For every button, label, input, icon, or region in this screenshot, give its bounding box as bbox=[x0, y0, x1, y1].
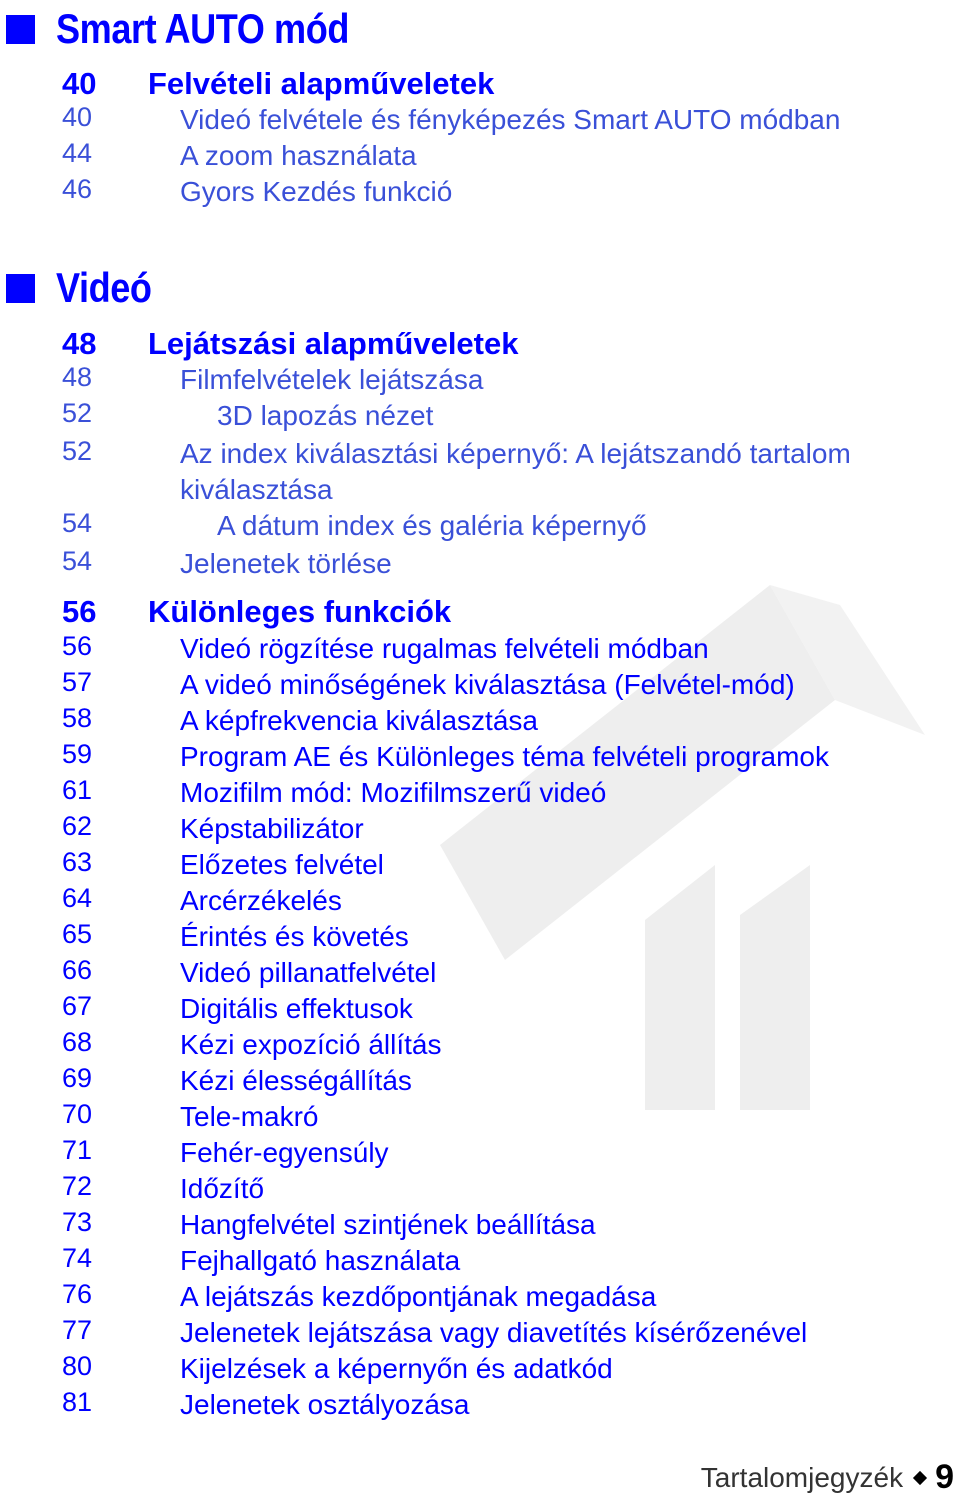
section-title: Videó bbox=[56, 264, 152, 311]
page-number-footer: 9 bbox=[935, 1458, 954, 1496]
page-number: 68 bbox=[62, 1027, 93, 1057]
section-bullet-icon bbox=[6, 15, 35, 44]
section-title: Smart AUTO mód bbox=[56, 5, 350, 52]
page-number: 74 bbox=[62, 1243, 93, 1273]
entry-title: Az index kiválasztási képernyő: A lejátszandó tartalom bbox=[180, 438, 851, 469]
entry-title: Időzítő bbox=[180, 1173, 265, 1204]
entry-title: A zoom használata bbox=[180, 140, 417, 171]
page-number: 57 bbox=[62, 667, 93, 697]
entry-title: Érintés és követés bbox=[180, 921, 409, 952]
entry-title: Kijelzések a képernyőn és adatkód bbox=[180, 1353, 613, 1384]
section-bullet-icon bbox=[6, 274, 35, 303]
entry-title: Hangfelvétel szintjének beállítása bbox=[180, 1209, 596, 1240]
page-number: 40 bbox=[62, 102, 93, 132]
page-number: 81 bbox=[62, 1387, 93, 1417]
page-number: 54 bbox=[62, 546, 93, 576]
entry-title: Videó pillanatfelvétel bbox=[180, 957, 437, 988]
page-number: 52 bbox=[62, 436, 93, 466]
entry-title: Kézi élességállítás bbox=[180, 1065, 412, 1096]
entry-title: Lejátszási alapműveletek bbox=[148, 326, 519, 361]
page-number: 46 bbox=[62, 174, 93, 204]
page-number: 56 bbox=[62, 631, 93, 661]
entry-title: Jelenetek osztályozása bbox=[180, 1389, 470, 1420]
page-number: 54 bbox=[62, 508, 93, 538]
page-number: 56 bbox=[62, 594, 97, 629]
entry-title: Különleges funkciók bbox=[148, 594, 452, 629]
page-number: 73 bbox=[62, 1207, 93, 1237]
entry-title: Kézi expozíció állítás bbox=[180, 1029, 442, 1060]
page-number: 67 bbox=[62, 991, 93, 1021]
entry-title: Arcérzékelés bbox=[180, 885, 342, 916]
footer-label: Tartalomjegyzék bbox=[700, 1461, 904, 1493]
page-number: 52 bbox=[62, 398, 93, 428]
entry-title: Tele-makró bbox=[180, 1101, 319, 1132]
entry-title: Digitális effektusok bbox=[180, 993, 413, 1024]
page-number: 63 bbox=[62, 847, 93, 877]
page-number: 44 bbox=[62, 138, 93, 168]
page-number: 62 bbox=[62, 811, 93, 841]
page-number: 65 bbox=[62, 919, 93, 949]
entry-title: Mozifilm mód: Mozifilmszerű videó bbox=[180, 777, 607, 808]
page-number: 76 bbox=[62, 1279, 93, 1309]
entry-title: Jelenetek lejátszása vagy diavetítés kísérőzenével bbox=[180, 1317, 808, 1348]
entry-title: 3D lapozás nézet bbox=[217, 400, 434, 431]
entry-title: Videó rögzítése rugalmas felvételi módban bbox=[180, 633, 709, 664]
page-number: 61 bbox=[62, 775, 93, 805]
entry-title: Gyors Kezdés funkció bbox=[180, 176, 453, 207]
entry-title: Fejhallgató használata bbox=[180, 1245, 461, 1276]
page-number: 59 bbox=[62, 739, 93, 769]
page-number: 58 bbox=[62, 703, 93, 733]
entry-title: Jelenetek törlése bbox=[180, 548, 392, 579]
section-header bbox=[0, 264, 167, 312]
diamond-icon bbox=[913, 1470, 927, 1484]
page-footer bbox=[701, 1458, 954, 1497]
entry-title: A lejátszás kezdőpontjának megadása bbox=[180, 1281, 657, 1312]
page-number: 48 bbox=[62, 326, 97, 361]
entry-title: A dátum index és galéria képernyő bbox=[217, 510, 647, 541]
page-number: 70 bbox=[62, 1099, 93, 1129]
entry-title: Program AE és Különleges téma felvételi programok bbox=[180, 741, 829, 772]
entry-title: A képfrekvencia kiválasztása bbox=[180, 705, 538, 736]
entry-title: Felvételi alapműveletek bbox=[148, 66, 495, 101]
page-number: 71 bbox=[62, 1135, 93, 1165]
entry-title: Fehér-egyensúly bbox=[180, 1137, 389, 1168]
page-number: 66 bbox=[62, 955, 93, 985]
page-number: 69 bbox=[62, 1063, 93, 1093]
entry-title-continuation: kiválasztása bbox=[180, 474, 333, 505]
entry-title: Képstabilizátor bbox=[180, 813, 364, 844]
page-number: 80 bbox=[62, 1351, 93, 1381]
page-number: 64 bbox=[62, 883, 93, 913]
section-header bbox=[0, 5, 397, 53]
entry-title: Videó felvétele és fényképezés Smart AUTO módban bbox=[180, 104, 841, 135]
page-number: 77 bbox=[62, 1315, 93, 1345]
page-number: 40 bbox=[62, 66, 97, 101]
entry-title: Filmfelvételek lejátszása bbox=[180, 364, 484, 395]
entry-title: A videó minőségének kiválasztása (Felvétel-mód) bbox=[180, 669, 795, 700]
entry-title: Előzetes felvétel bbox=[180, 849, 384, 880]
page-number: 48 bbox=[62, 362, 93, 392]
page-number: 72 bbox=[62, 1171, 93, 1201]
